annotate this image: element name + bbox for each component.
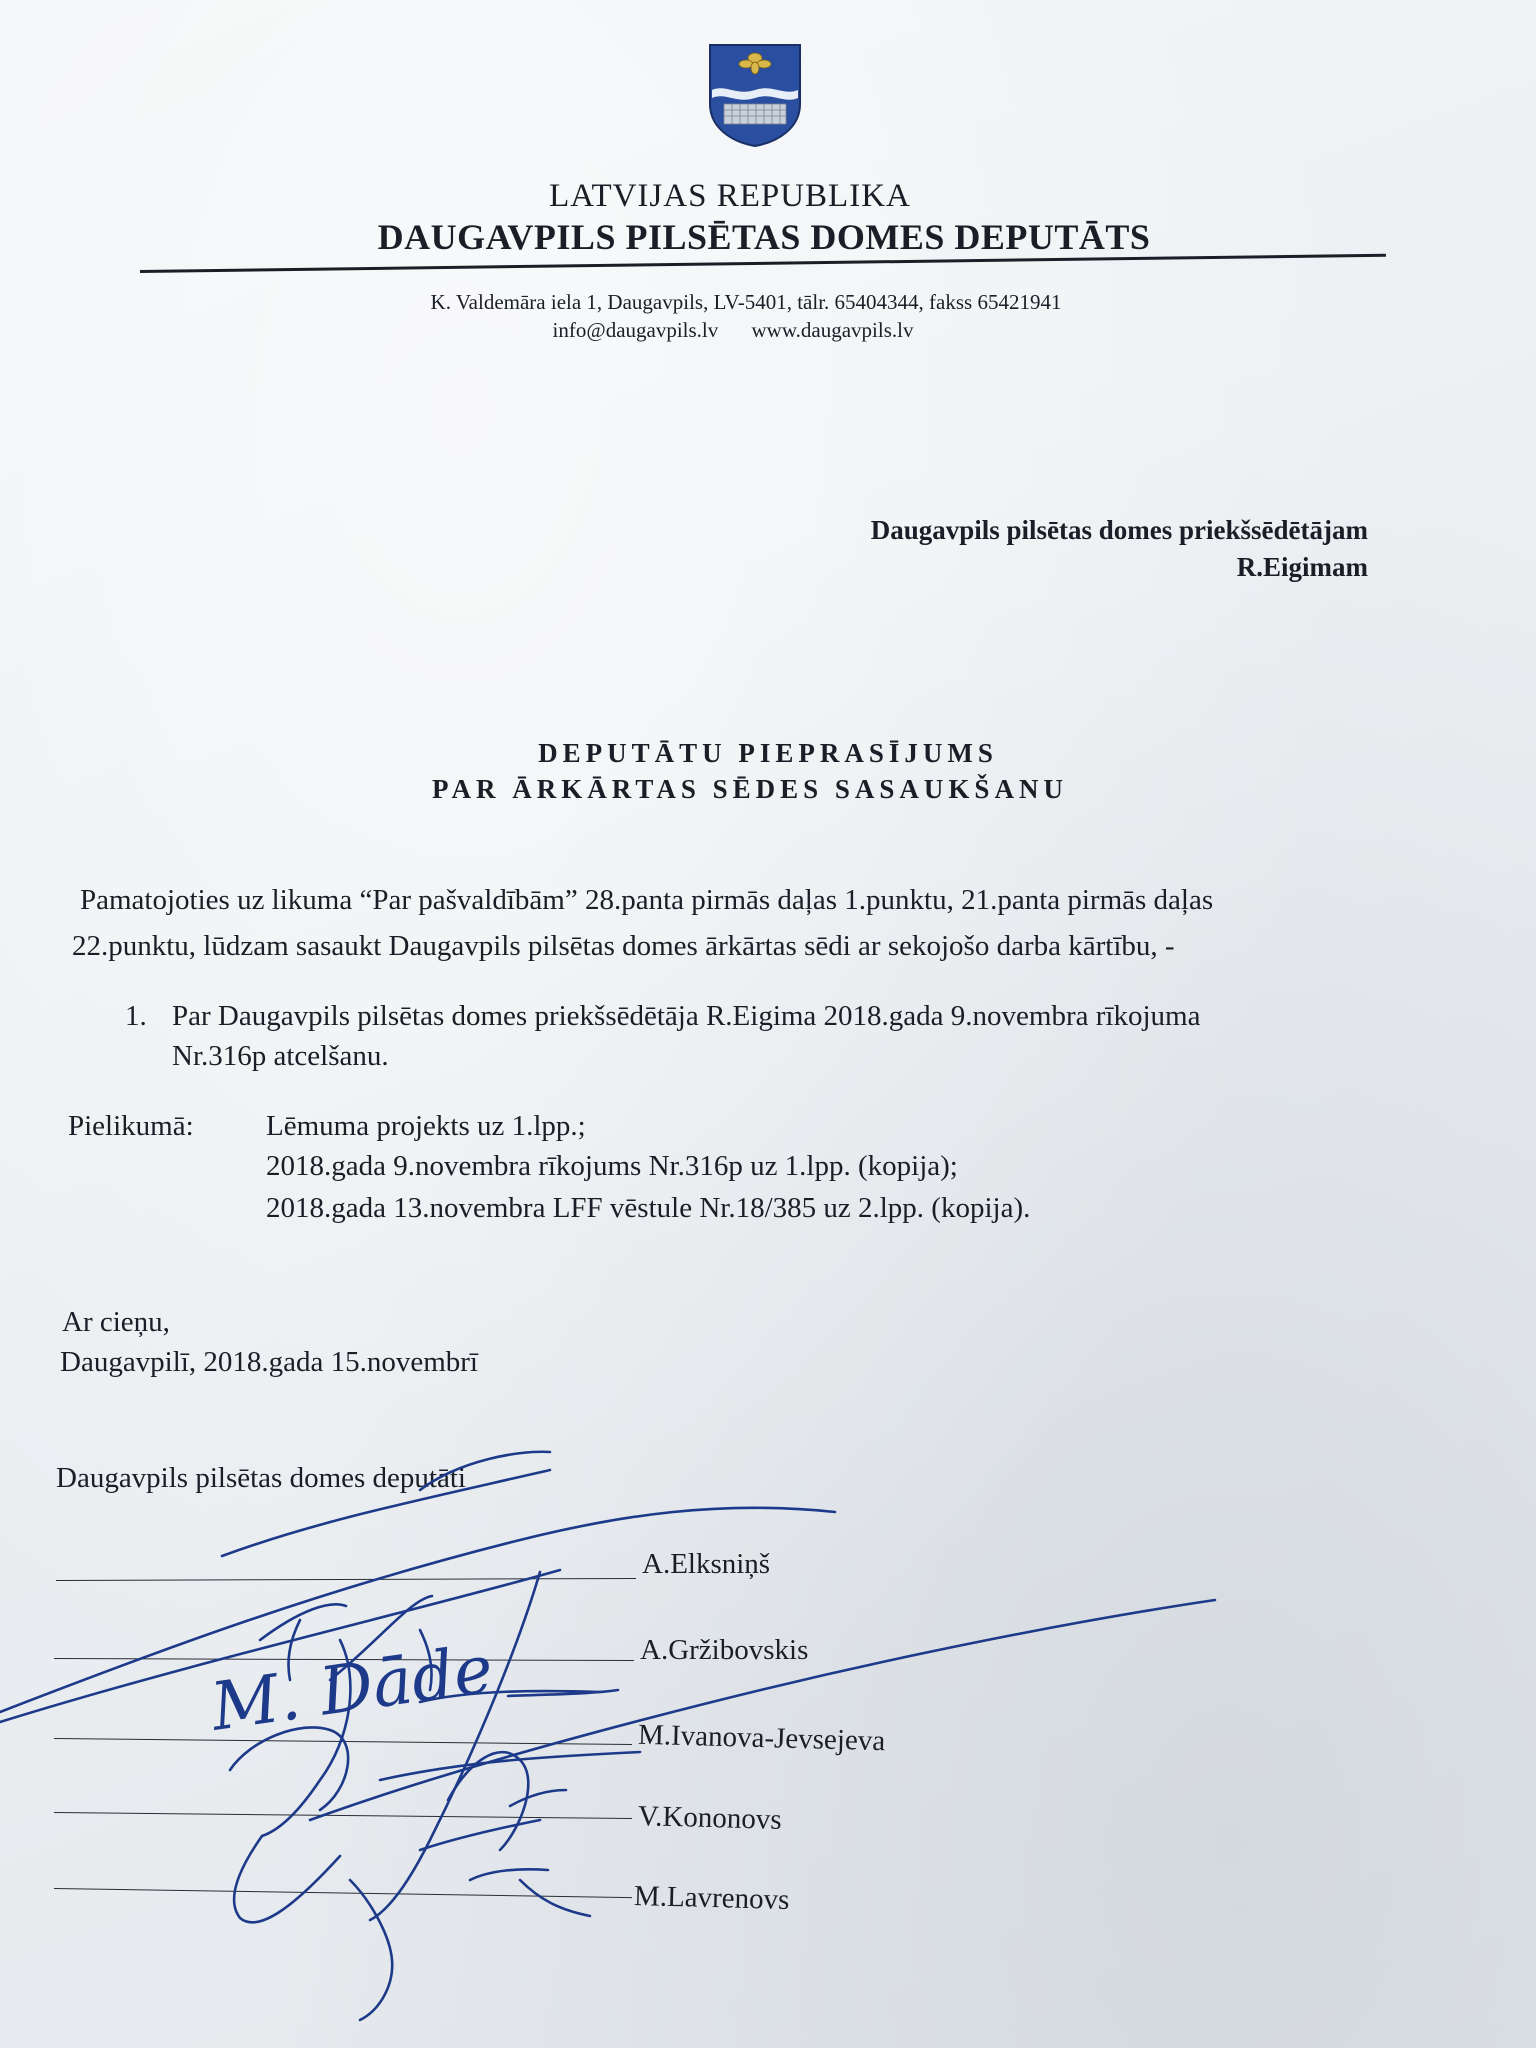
institution-heading: DAUGAVPILS PILSĒTAS DOMES DEPUTĀTS [377, 217, 1151, 257]
signature-line [54, 1888, 632, 1898]
signatory-name: V.Kononovs [637, 1800, 783, 1836]
attachment-item: 2018.gada 13.novembra LFF vēstule Nr.18/385 uz 2.lpp. (kopija). [266, 1192, 1031, 1224]
body-paragraph-line-1: Pamatojoties uz likuma “Par pašvaldībām” 28.panta pirmās daļas 1.punktu, 21.panta pirmās daļas [80, 884, 1214, 916]
contact-line [0, 318, 1501, 343]
closing-place-date: Daugavpilī, 2018.gada 15.novembrī [60, 1346, 478, 1378]
signature-line [54, 1658, 634, 1661]
body-paragraph-line-2: 22.punktu, lūdzam sasaukt Daugavpils pilsētas domes ārkārtas sēdi ar sekojošo darba kārtību, - [72, 930, 1175, 962]
recipient-block [871, 512, 1368, 586]
agenda-item-line-1: Par Daugavpils pilsētas domes priekšsēdētāja R.Eigima 2018.gada 9.novembra rīkojuma [172, 1000, 1201, 1032]
document-subtitle: PAR ĀRKĀRTAS SĒDES SASAUKŠANU [432, 774, 1068, 804]
coat-of-arms-icon [706, 42, 804, 148]
signatory-name: M.Lavrenovs [633, 1879, 790, 1917]
closing-regards: Ar cieņu, [62, 1306, 170, 1338]
attachment-item: Lēmuma projekts uz 1.lpp.; [266, 1110, 586, 1142]
recipient-name: R.Eigimam [1236, 552, 1368, 582]
agenda-item-line-2: Nr.316p atcelšanu. [172, 1040, 389, 1072]
signatory-name: A.Gržibovskis [640, 1634, 809, 1666]
attachments-label: Pielikumā: [68, 1110, 194, 1142]
contact-website: www.daugavpils.lv [751, 318, 914, 342]
recipient-title: Daugavpils pilsētas domes priekšsēdētājam [870, 515, 1368, 545]
agenda-item-number: 1. [125, 1000, 147, 1032]
signature-line [54, 1812, 632, 1819]
document-title: DEPUTĀTU PIEPRASĪJUMS [538, 738, 998, 768]
contact-email: info@daugavpils.lv [552, 318, 719, 342]
country-heading: LATVIJAS REPUBLIKA [549, 178, 911, 214]
signatories-heading: Daugavpils pilsētas domes deputāti [56, 1462, 466, 1494]
signature-line [54, 1738, 632, 1745]
signature-initials-text: M. Dāde [206, 1630, 498, 1746]
signatory-name: M.Ivanova-Jevsejeva [637, 1718, 886, 1758]
institution-address: K. Valdemāra iela 1, Daugavpils, LV-5401, tālr. 65404344, fakss 65421941 [430, 290, 1062, 314]
signature-line [56, 1578, 636, 1581]
attachment-item: 2018.gada 9.novembra rīkojums Nr.316p uz 1.lpp. (kopija); [266, 1150, 958, 1182]
signatory-name: A.Elksniņš [642, 1548, 771, 1580]
